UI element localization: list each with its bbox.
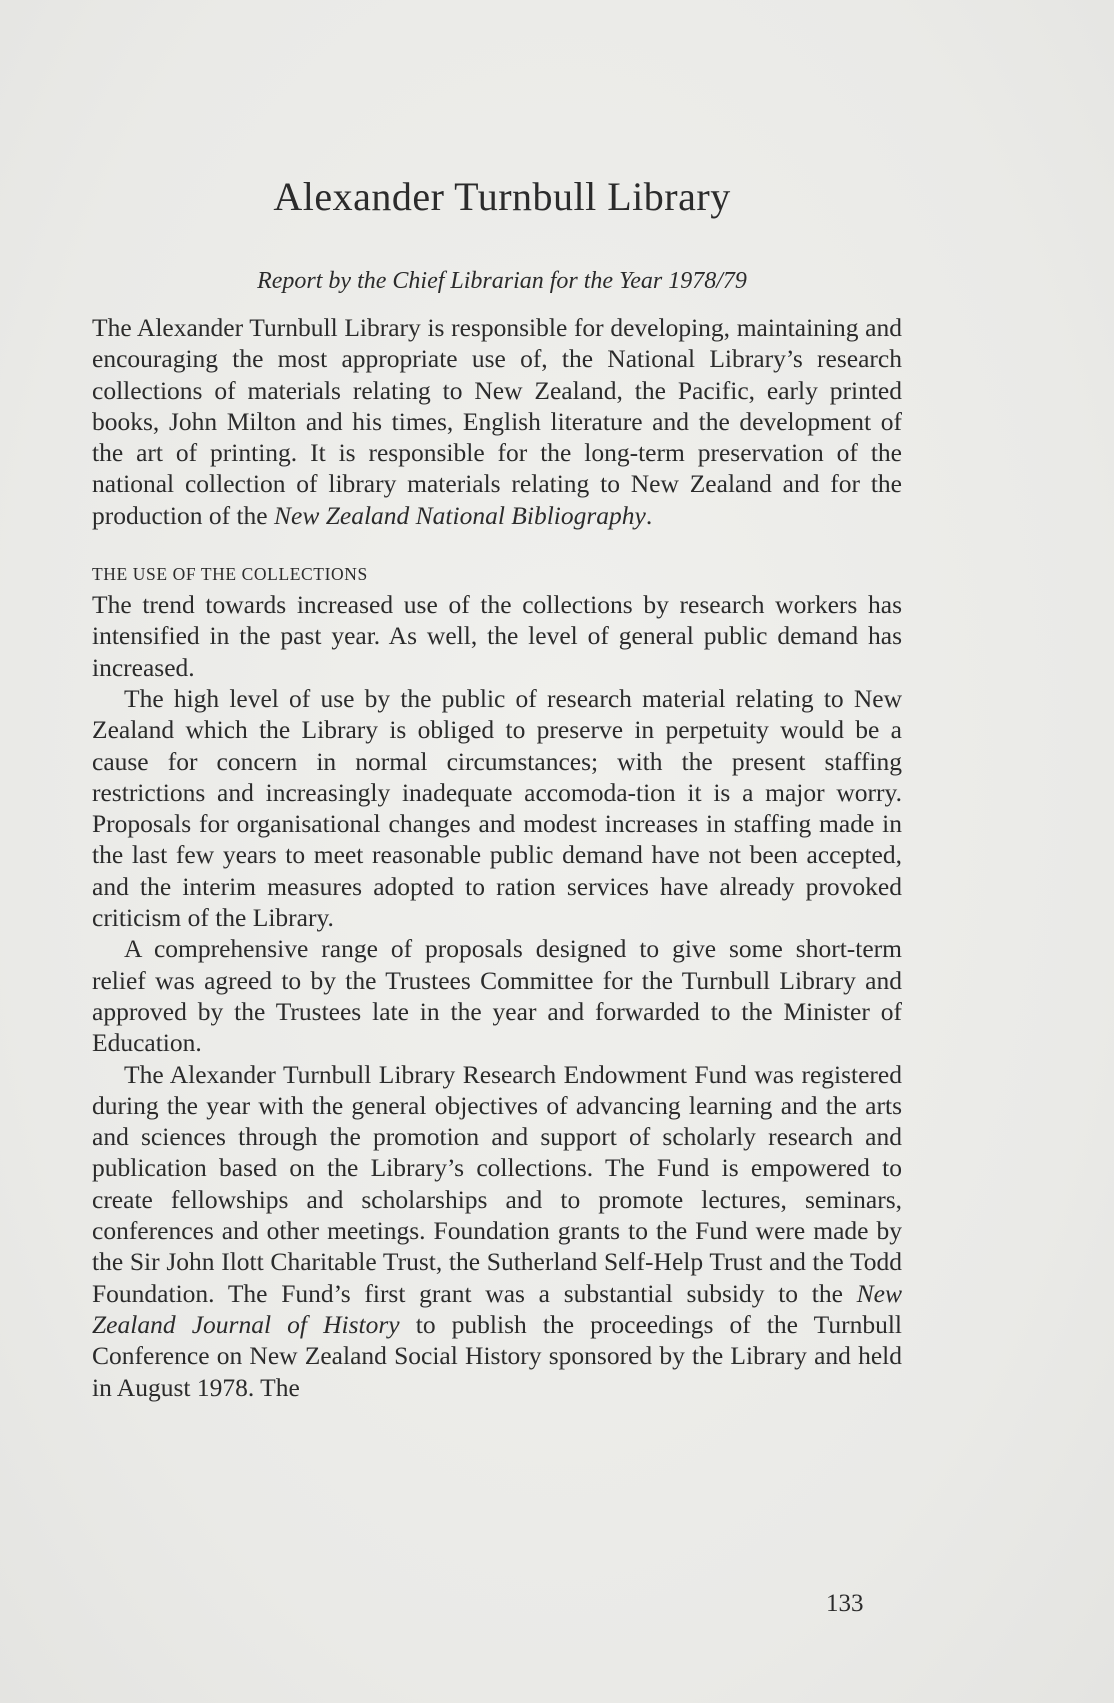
paragraph: The high level of use by the public of research material relating to New Zealand which the Library is obliged to preserve in perpetuity would be a cause for concern in normal circumstances; with the present staffing restrictions and increasingly inadequate accomoda-tion it is a major worry. Proposals for organisational changes and modest increases in staffing made in the last few years to meet reasonable public demand have not been accepted, and the interim measures adopted to ration services have already provoked criticism of the Library. xyxy=(92,683,902,933)
fund-paragraph xyxy=(92,1059,902,1403)
page-title: Alexander Turnbull Library xyxy=(273,174,731,219)
intro-paragraph xyxy=(92,312,902,531)
report-subtitle: Report by the Chief Librarian for the Year 1978/79 xyxy=(257,268,747,294)
body-text xyxy=(92,312,902,1403)
intro-text-end: . xyxy=(645,500,653,530)
section-heading: THE USE OF THE COLLECTIONS xyxy=(92,564,368,585)
page-number: 133 xyxy=(826,1590,864,1617)
paragraph: The trend towards increased use of the collections by research workers has intensified in the past year. As well, the level of general public demand has increased. xyxy=(92,590,902,682)
intro-text: The Alexander Turnbull Library is responsible for developing, maintaining and encouraging the most appropriate use of, the National Library’s research collections of materials relating to New Zealand, the Pacific, early printed books, John Milton and his times, English literature and the development of the art of printing. It is responsible for the long-term preservation of the national collection of library materials relating to New Zealand and for the production of the xyxy=(92,313,902,530)
journal-title: New Zealand Journal of History xyxy=(92,1278,902,1339)
paragraph: A comprehensive range of proposals designed to give some short-term relief was agreed to by the Trustees Committee for the Turnbull Library and approved by the Trustees late in the year and forwarded to the Minister of Education. xyxy=(92,934,902,1058)
bibliography-title: New Zealand National Bibliography xyxy=(274,500,646,530)
fund-text-end: to publish the proceedings of the Turnbull Conference on New Zealand Social History sponsored by the Library and held in August 1978. The xyxy=(92,1309,903,1402)
fund-text: The Alexander Turnbull Library Research Endowment Fund was registered during the year with the general objectives of advancing learning and the arts and sciences through the promotion and support of scholarly research and publication based on the Library’s collections. The Fund is empowered to create fellowships and scholarships and to promote lectures, seminars, conferences and other meetings. Foundation grants to the Fund were made by the Sir John Ilott Charitable Trust, the Sutherland Self-Help Trust and the Todd Foundation. The Fund’s first grant was a substantial subsidy to the xyxy=(92,1059,902,1308)
